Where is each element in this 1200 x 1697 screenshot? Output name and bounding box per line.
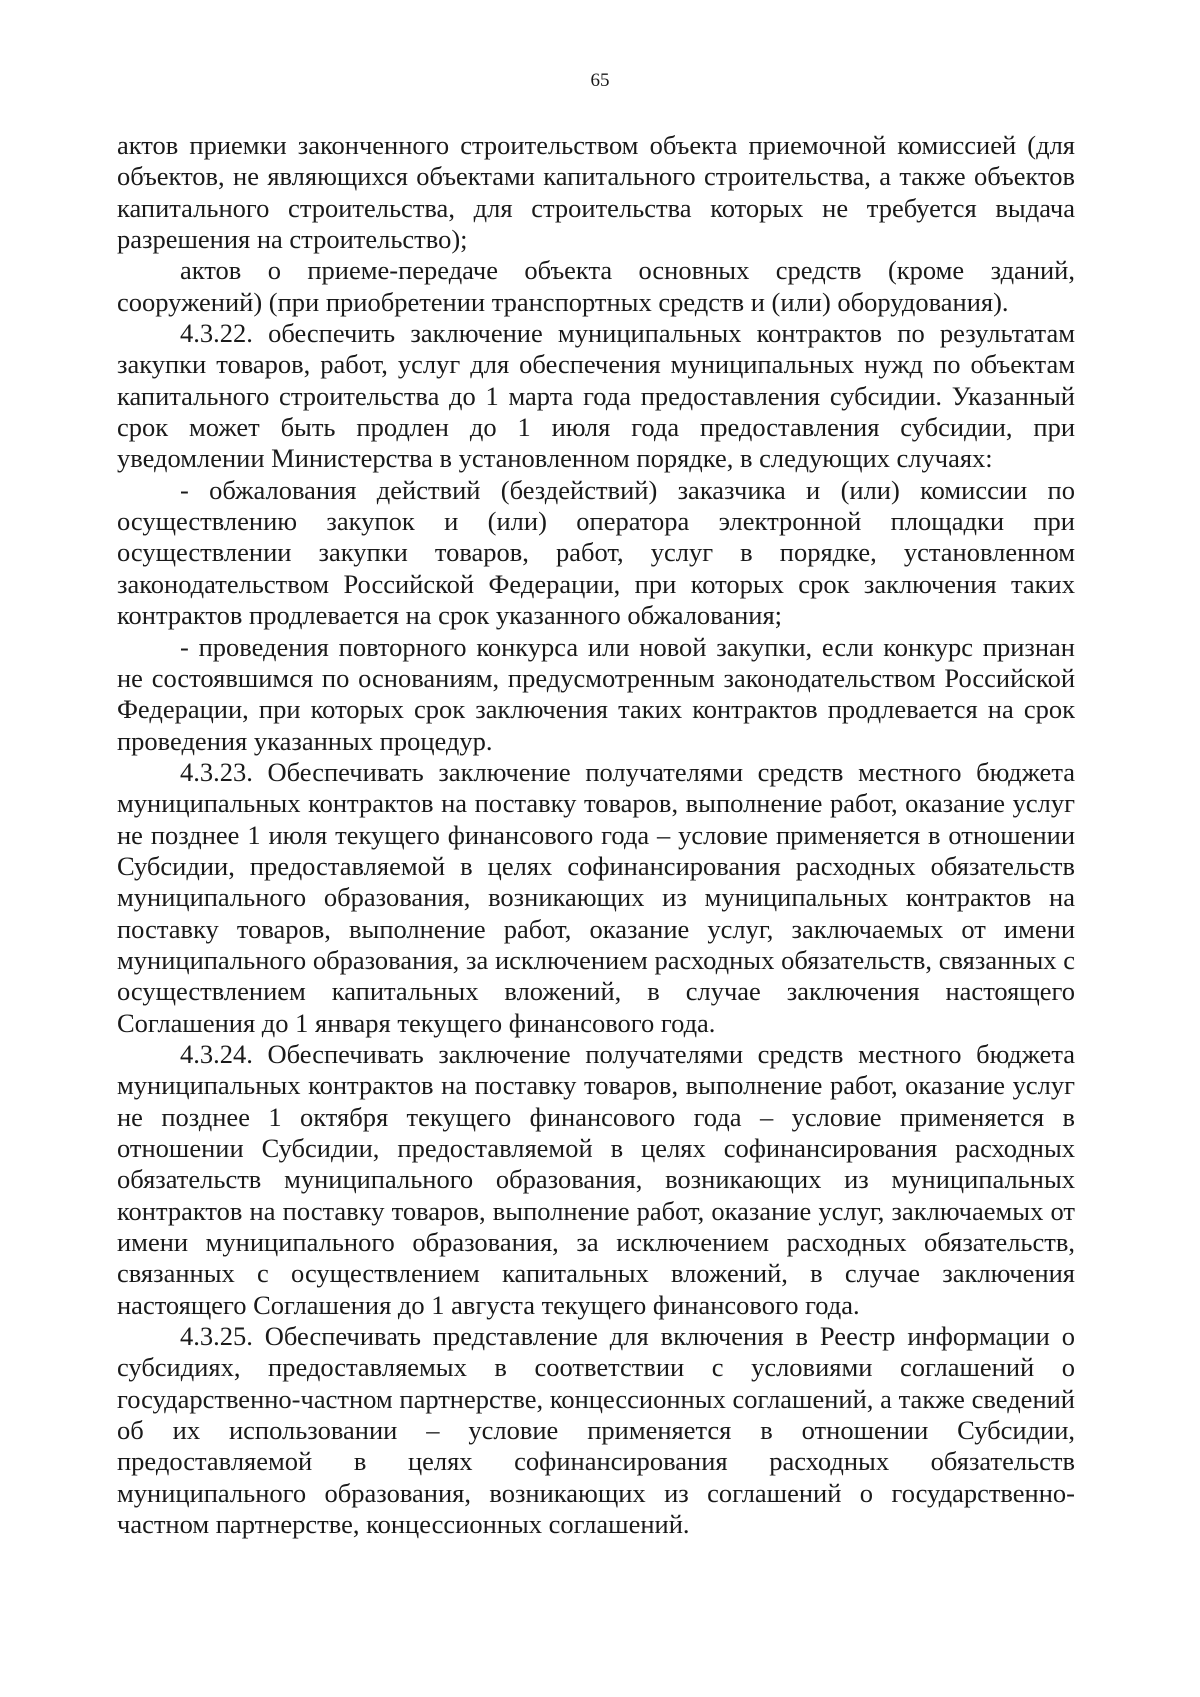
page-number: 65 xyxy=(590,70,610,91)
paragraph-4-3-25: 4.3.25. Обеспечивать представление для включения в Реестр информации о субсидиях, предоставляемых в соответствии с условиями соглашений о государственно-частном партнерстве, концессионных соглашений, а также сведений об их использовании – условие применяется в отношении Субсидии, предоставляемой в целях софинансирования расходных обязательств муниципального образования, возникающих из соглашений о государственно-частном партнерстве, концессионных соглашений. xyxy=(117,1321,1075,1540)
paragraph-appeal-case: - обжалования действий (бездействий) заказчика и (или) комиссии по осуществлению закупок и (или) оператора электронной площадки при осуществлении закупки товаров, работ, услуг в порядке, установленном законодательством Российской Федерации, при которых срок заключения таких контрактов продлевается на срок указанного обжалования; xyxy=(117,474,1075,631)
paragraph-acts-acceptance: актов приемки законченного строительством объекта приемочной комиссией (для объектов, не являющихся объектами капитального строительства, а также объектов капитального строительства, для строительства которых не требуется выдача разрешения на строительство); xyxy=(117,130,1075,255)
paragraph-4-3-24: 4.3.24. Обеспечивать заключение получателями средств местного бюджета муниципальных контрактов на поставку товаров, выполнение работ, оказание услуг не позднее 1 октября текущего финансового года – условие применяется в отношении Субсидии, предоставляемой в целях софинансирования расходных обязательств муниципального образования, возникающих из муниципальных контрактов на поставку товаров, выполнение работ, оказание услуг, заключаемых от имени муниципального образования, за исключением расходных обязательств, связанных с осуществлением капитальных вложений, в случае заключения настоящего Соглашения до 1 августа текущего финансового года. xyxy=(117,1038,1075,1320)
paragraph-4-3-22: 4.3.22. обеспечить заключение муниципальных контрактов по результатам закупки товаров, работ, услуг для обеспечения муниципальных нужд по объектам капитального строительства до 1 марта года предоставления субсидии. Указанный срок может быть продлен до 1 июля года предоставления субсидии, при уведомлении Министерства в установленном порядке, в следующих случаях: xyxy=(117,318,1075,474)
paragraph-4-3-23: 4.3.23. Обеспечивать заключение получателями средств местного бюджета муниципальных контрактов на поставку товаров, выполнение работ, оказание услуг не позднее 1 июля текущего финансового года – условие применяется в отношении Субсидии, предоставляемой в целях софинансирования расходных обязательств муниципального образования, возникающих из муниципальных контрактов на поставку товаров, выполнение работ, оказание услуг, заключаемых от имени муниципального образования, за исключением расходных обязательств, связанных с осуществлением капитальных вложений, в случае заключения настоящего Соглашения до 1 января текущего финансового года. xyxy=(117,756,1075,1038)
paragraph-acts-transfer: актов о приеме-передаче объекта основных средств (кроме зданий, сооружений) (при приобретении транспортных средств и (или) оборудования). xyxy=(117,255,1075,317)
document-body xyxy=(117,130,1075,1540)
paragraph-repeat-tender-case: - проведения повторного конкурса или новой закупки, если конкурс признан не состоявшимся по основаниям, предусмотренным законодательством Российской Федерации, при которых срок заключения таких контрактов продлевается на срок проведения указанных процедур. xyxy=(117,631,1075,756)
